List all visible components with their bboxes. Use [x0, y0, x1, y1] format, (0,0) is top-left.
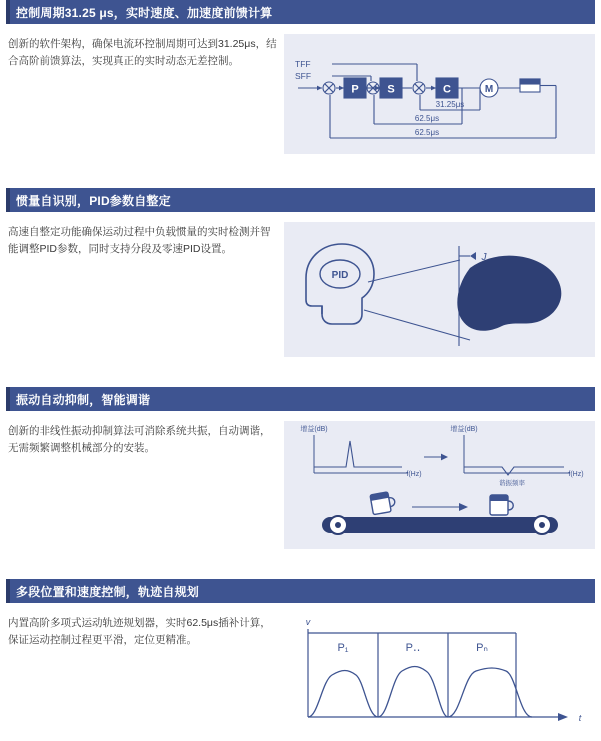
label-sff: SFF: [295, 71, 312, 81]
label-tff: TFF: [295, 59, 311, 69]
figure-vibration: [284, 421, 595, 549]
control-loop-svg: [284, 34, 594, 154]
label-segment-n: Pₙ: [476, 642, 488, 654]
cup-right: [490, 495, 513, 515]
spacer-2: [0, 357, 601, 387]
section-description-3: 创新的非线性振动抑制算法可消除系统共振，自动调谐，无需频繁调整机械部分的安装。: [8, 425, 271, 455]
label-x-axis-t: t: [578, 713, 582, 723]
section-inertia-pid: [0, 188, 601, 357]
label-y-axis-v: v: [305, 617, 311, 627]
label-cycle-62-outer: 62.5μs: [414, 128, 440, 137]
inertia-pid-svg: [284, 222, 594, 357]
label-segment-2: P‥: [405, 642, 421, 654]
section-vibration: [0, 387, 601, 549]
label-inertia-j: J: [481, 252, 487, 263]
label-gain-right: 增益(dB): [450, 426, 478, 433]
section-body-2: [0, 212, 601, 357]
label-notch-freq: 谐振频率: [499, 480, 525, 487]
cup-left: [370, 491, 396, 515]
section-description-container-1: [6, 36, 278, 71]
figure-velocity-profile: [284, 613, 595, 739]
label-c-block: C: [443, 83, 451, 96]
label-cycle-62-inner: 62.5μs: [414, 114, 440, 123]
section-heading-1: 控制周期31.25 μs，实时速度、加速度前馈计算: [16, 5, 273, 20]
section-heading-bar-1: [6, 0, 595, 24]
label-segment-1: P₁: [337, 642, 349, 654]
section-description-container-2: [6, 224, 278, 259]
section-control-cycle: [0, 0, 601, 154]
section-heading-bar-4: [6, 579, 595, 603]
label-gain-left: 增益(dB): [300, 426, 328, 433]
spacer-1: [0, 154, 601, 188]
section-description-container-3: [6, 423, 278, 458]
velocity-profile-svg: [284, 613, 594, 739]
section-heading-bar-2: [6, 188, 595, 212]
section-heading-3: 振动自动抑制，智能调谐: [16, 392, 151, 407]
label-pid: PID: [331, 270, 349, 281]
spacer-3: [0, 549, 601, 579]
label-cycle-31: 31.25μs: [435, 100, 465, 109]
label-freq-right: f(Hz): [568, 471, 584, 478]
section-body-3: [0, 411, 601, 549]
section-description-4: 内置高阶多项式运动轨迹规划器，实时62.5μs插补计算，保证运动控制过程更平滑，定位更精准。: [8, 617, 271, 647]
section-heading-bar-3: [6, 387, 595, 411]
section-description-container-4: [6, 615, 278, 650]
conveyor-belt: [322, 516, 558, 534]
figure-inertia-pid: [284, 222, 595, 357]
label-freq-left: f(Hz): [406, 471, 422, 478]
inertia-blob: [457, 256, 561, 331]
label-s-block: S: [387, 83, 395, 96]
section-body-1: [0, 24, 601, 154]
section-multi-segment: [0, 579, 601, 739]
section-heading-4: 多段位置和速度控制，轨迹自规划: [16, 584, 200, 599]
label-p-block: P: [351, 83, 359, 96]
vibration-svg: [284, 421, 594, 549]
figure-control-loop-diagram: [284, 34, 595, 154]
section-description-1: 创新的软件架构，确保电流环控制周期可达到31.25μs，结合高阶前馈算法，实现真正的实时动态无差控制。: [8, 38, 277, 68]
label-m-block: M: [484, 84, 494, 95]
section-body-4: [0, 603, 601, 739]
section-heading-2: 惯量自识别，PID参数自整定: [16, 193, 171, 208]
section-description-2: 高速自整定功能确保运动过程中负载惯量的实时检测并智能调整PID参数，同时支持分段及零速PID设置。: [8, 226, 271, 256]
